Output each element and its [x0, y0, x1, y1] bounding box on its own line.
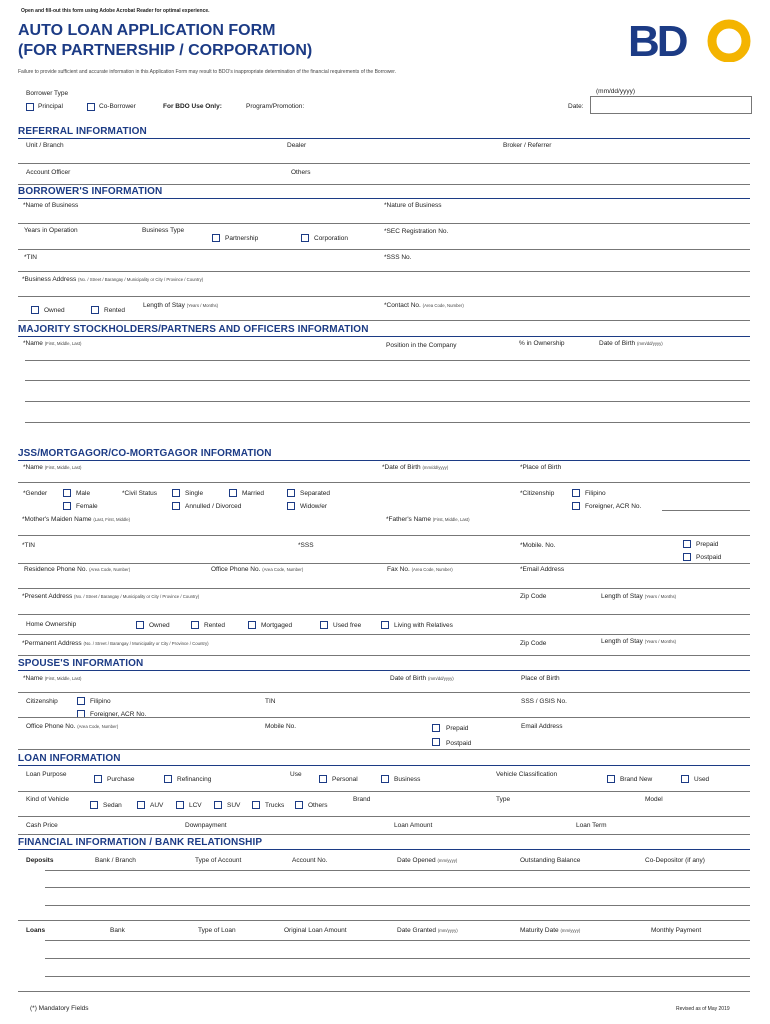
outstanding-label: Outstanding Balance	[520, 857, 581, 864]
separated-label: Separated	[300, 490, 330, 497]
contact-label: *Contact No. (Area Code, Number)	[384, 302, 464, 309]
zip-label: Zip Code	[520, 593, 547, 600]
filipino-label: Filipino	[585, 490, 606, 497]
annulled-checkbox[interactable]	[172, 502, 180, 510]
married-label: Married	[242, 490, 265, 497]
spouse-postpaid-label: Postpaid	[446, 740, 472, 747]
sedan-checkbox[interactable]	[90, 801, 98, 809]
single-checkbox[interactable]	[172, 489, 180, 497]
field-line[interactable]	[18, 184, 750, 185]
program-label: Program/Promotion:	[246, 103, 305, 110]
permanent-address-label: *Permanent Address (No. / Street / Barangay / Municipality or City / Province / Country)	[22, 640, 209, 647]
business-label: Business	[394, 776, 421, 783]
ownership-label: % in Ownership	[519, 340, 565, 347]
spouse-postpaid-checkbox[interactable]	[432, 738, 440, 746]
rented-label: Rented	[104, 307, 125, 314]
rented-label: Rented	[204, 622, 225, 629]
field-line[interactable]	[18, 749, 750, 750]
spouse-pob-label: Place of Birth	[521, 675, 560, 682]
borrower-type-label: Borrower Type	[26, 90, 69, 97]
rented-checkbox[interactable]	[191, 621, 199, 629]
used-checkbox[interactable]	[681, 775, 689, 783]
relatives-checkbox[interactable]	[381, 621, 389, 629]
bdo-logo	[628, 18, 752, 62]
lcv-checkbox[interactable]	[176, 801, 184, 809]
sedan-label: Sedan	[103, 802, 122, 809]
divider	[18, 849, 750, 850]
divider	[18, 138, 750, 139]
female-checkbox[interactable]	[63, 502, 71, 510]
account-no-label: Account No.	[292, 857, 328, 864]
field-line[interactable]	[45, 905, 750, 906]
field-line[interactable]	[18, 563, 750, 564]
field-line[interactable]	[18, 692, 750, 693]
others-checkbox[interactable]	[295, 801, 303, 809]
annulled-label: Annulled / Divorced	[185, 503, 242, 510]
foreigner-checkbox[interactable]	[572, 502, 580, 510]
bank-branch-label: Bank / Branch	[95, 857, 136, 864]
type-account-label: Type of Account	[195, 857, 242, 864]
purchase-label: Purchase	[107, 776, 135, 783]
foreigner-label: Foreigner, ACR No.	[585, 503, 642, 510]
office-phone-label: Office Phone No. (Area Code, Number)	[211, 566, 304, 573]
spouse-mobile-label: Mobile No.	[265, 723, 297, 730]
spouse-foreigner-label: Foreigner, ACR No.	[90, 711, 147, 718]
sec-label: *SEC Registration No.	[384, 228, 449, 235]
field-line[interactable]	[45, 887, 750, 888]
spouse-citizenship-label: Citizenship	[26, 698, 58, 705]
field-line[interactable]	[25, 380, 750, 381]
field-line[interactable]	[18, 249, 750, 250]
citizenship-label: *Citizenship	[520, 490, 555, 497]
used-label: Used	[694, 776, 710, 783]
field-line[interactable]	[45, 870, 750, 871]
address-label: *Business Address (No. / Street / Barangay / Municipality or City / Province / Country)	[22, 276, 204, 283]
single-label: Single	[185, 490, 204, 497]
monthly-label: Monthly Payment	[651, 927, 702, 934]
field-line[interactable]	[18, 791, 750, 792]
loan-purpose-label: Loan Purpose	[26, 771, 67, 778]
codepositor-label: Co-Depositor (if any)	[645, 857, 705, 864]
divider	[18, 460, 750, 461]
original-amount-label: Original Loan Amount	[284, 927, 347, 934]
downpayment-label: Downpayment	[185, 822, 227, 829]
jss-tin-label: *TIN	[22, 542, 35, 549]
gender-label: *Gender	[23, 490, 48, 497]
present-address-label: *Present Address (No. / Street / Barangay / Municipality or City / Province / Country)	[22, 593, 200, 600]
business-type-label: Business Type	[142, 227, 185, 234]
co-borrower-checkbox[interactable]	[87, 103, 95, 111]
spouse-filipino-checkbox[interactable]	[77, 697, 85, 705]
date-format-label: (mm/dd/yyyy)	[596, 88, 635, 95]
principal-label: Principal	[38, 103, 63, 110]
jss-mobile-label: *Mobile. No.	[520, 542, 556, 549]
owned-checkbox[interactable]	[31, 306, 39, 314]
type-label: Type	[496, 796, 511, 803]
widower-checkbox[interactable]	[287, 502, 295, 510]
page-title: AUTO LOAN APPLICATION FORM	[18, 22, 276, 39]
field-line[interactable]	[18, 320, 750, 321]
field-line[interactable]	[18, 271, 750, 272]
father-label: *Father's Name (First, Middle, Last)	[386, 516, 470, 523]
jss-sss-label: *SSS	[298, 542, 314, 549]
maturity-label: Maturity Date (mm/yyyy)	[520, 927, 581, 934]
stay-label: Length of Stay (Years / Months)	[601, 638, 677, 645]
owned-label: Owned	[149, 622, 170, 629]
res-phone-label: Residence Phone No. (Area Code, Number)	[24, 566, 131, 573]
male-label: Male	[76, 490, 91, 497]
refinancing-checkbox[interactable]	[164, 775, 172, 783]
stay-label: Length of Stay (Years / Months)	[601, 593, 677, 600]
type-loan-label: Type of Loan	[198, 927, 236, 934]
refinancing-label: Refinancing	[177, 776, 212, 783]
male-checkbox[interactable]	[63, 489, 71, 497]
section-spouse: SPOUSE'S INFORMATION	[18, 658, 144, 669]
date-field[interactable]	[590, 96, 752, 114]
revised-note: Revised as of May 2019	[676, 1006, 730, 1012]
position-label: Position in the Company	[386, 342, 457, 349]
section-loan: LOAN INFORMATION	[18, 753, 121, 764]
usedfree-label: Used free	[333, 622, 362, 629]
corporation-label: Corporation	[314, 235, 348, 242]
stock-name-label: *Name (First, Middle, Last)	[23, 340, 82, 347]
brand-label: Brand	[353, 796, 371, 803]
date-granted-label: Date Granted (mm/yyyy)	[397, 927, 458, 934]
sss-label: *SSS No.	[384, 254, 412, 261]
use-label: Use	[290, 771, 302, 778]
divider	[18, 336, 750, 337]
owned-label: Owned	[44, 307, 65, 314]
field-line[interactable]	[18, 920, 750, 921]
auv-checkbox[interactable]	[137, 801, 145, 809]
postpaid-checkbox[interactable]	[683, 553, 691, 561]
acr-field[interactable]	[662, 510, 750, 511]
svg-text:BD: BD	[628, 18, 686, 62]
filipino-checkbox[interactable]	[572, 489, 580, 497]
section-referral: REFERRAL INFORMATION	[18, 126, 147, 137]
field-line[interactable]	[18, 614, 750, 615]
others-label: Others	[291, 169, 311, 176]
field-line[interactable]	[45, 940, 750, 941]
usedfree-checkbox[interactable]	[320, 621, 328, 629]
field-line[interactable]	[25, 360, 750, 361]
spouse-office-label: Office Phone No. (Area Code, Number)	[26, 723, 119, 730]
partnership-label: Partnership	[225, 235, 259, 242]
spouse-dob-label: Date of Birth (mm/dd/yyyy)	[390, 675, 454, 682]
field-line[interactable]	[18, 535, 750, 536]
section-stockholders: MAJORITY STOCKHOLDERS/PARTNERS AND OFFICERS INFORMATION	[18, 324, 369, 335]
section-jss: JSS/MORTGAGOR/CO-MORTGAGOR INFORMATION	[18, 448, 272, 459]
prepaid-checkbox[interactable]	[683, 540, 691, 548]
divider	[18, 198, 750, 199]
field-line[interactable]	[18, 834, 750, 835]
field-line[interactable]	[45, 958, 750, 959]
jss-dob-label: *Date of Birth (mm/dd/yyyy)	[382, 464, 449, 471]
loans-label: Loans	[26, 927, 46, 934]
stock-dob-label: Date of Birth (mm/dd/yyyy)	[599, 340, 663, 347]
bank-label: Bank	[110, 927, 125, 934]
business-name-label: *Name of Business	[23, 202, 79, 209]
purchase-checkbox[interactable]	[94, 775, 102, 783]
loan-term-label: Loan Term	[576, 822, 607, 829]
field-line[interactable]	[18, 634, 750, 635]
others-label: Others	[308, 802, 328, 809]
trucks-checkbox[interactable]	[252, 801, 260, 809]
spouse-tin-label: TIN	[265, 698, 276, 705]
home-ownership-label: Home Ownership	[26, 621, 77, 628]
relatives-label: Living with Relatives	[394, 622, 453, 629]
dealer-label: Dealer	[287, 142, 307, 149]
field-line[interactable]	[18, 816, 750, 817]
field-line[interactable]	[18, 717, 750, 718]
field-line[interactable]	[25, 422, 750, 423]
jss-pob-label: *Place of Birth	[520, 464, 562, 471]
mortgaged-checkbox[interactable]	[248, 621, 256, 629]
page-subtitle: (FOR PARTNERSHIP / CORPORATION)	[18, 42, 313, 59]
kind-label: Kind of Vehicle	[26, 796, 70, 803]
deposits-label: Deposits	[26, 857, 54, 864]
prepaid-label: Prepaid	[696, 541, 719, 548]
section-financial: FINANCIAL INFORMATION / BANK RELATIONSHIP	[18, 837, 263, 848]
brandnew-label: Brand New	[620, 776, 653, 783]
field-line[interactable]	[18, 163, 750, 164]
date-opened-label: Date Opened (mm/yyyy)	[397, 857, 458, 864]
co-borrower-label: Co-Borrower	[99, 103, 136, 110]
field-line[interactable]	[18, 588, 750, 589]
bdo-use-label: For BDO Use Only:	[163, 103, 222, 110]
officer-label: Account Officer	[26, 169, 71, 176]
field-line[interactable]	[18, 991, 750, 992]
years-label: Years in Operation	[24, 227, 78, 234]
cash-price-label: Cash Price	[26, 822, 58, 829]
separated-checkbox[interactable]	[287, 489, 295, 497]
section-borrower: BORROWER'S INFORMATION	[18, 186, 163, 197]
field-line[interactable]	[18, 296, 750, 297]
jss-name-label: *Name (First, Middle, Last)	[23, 464, 82, 471]
personal-checkbox[interactable]	[319, 775, 327, 783]
spouse-filipino-label: Filipino	[90, 698, 111, 705]
vehicle-class-label: Vehicle Classification	[496, 771, 558, 778]
spouse-prepaid-label: Prepaid	[446, 725, 469, 732]
mortgaged-label: Mortgaged	[261, 622, 293, 629]
email-label: *Email Address	[520, 566, 565, 573]
stay-label: Length of Stay (Years / Months)	[143, 302, 219, 309]
field-line[interactable]	[18, 655, 750, 656]
form-note: Open and fill-out this form using Adobe Acrobat Reader for optimal experience.	[21, 8, 210, 14]
spouse-name-label: *Name (First, Middle, Last)	[23, 675, 82, 682]
personal-label: Personal	[332, 776, 358, 783]
mandatory-note: (*) Mandatory Fields	[30, 1005, 89, 1012]
field-line[interactable]	[45, 976, 750, 977]
unit-label: Unit / Branch	[26, 142, 64, 149]
divider	[18, 670, 750, 671]
spouse-prepaid-checkbox[interactable]	[432, 724, 440, 732]
loan-amount-label: Loan Amount	[394, 822, 433, 829]
civil-status-label: *Civil Status	[122, 490, 158, 497]
field-line[interactable]	[18, 223, 750, 224]
field-line[interactable]	[18, 482, 750, 483]
married-checkbox[interactable]	[229, 489, 237, 497]
divider	[18, 765, 750, 766]
tin-label: *TIN	[24, 254, 37, 261]
broker-label: Broker / Referrer	[503, 142, 552, 149]
postpaid-label: Postpaid	[696, 554, 722, 561]
spouse-email-label: Email Address	[521, 723, 563, 730]
brandnew-checkbox[interactable]	[607, 775, 615, 783]
rented-checkbox[interactable]	[91, 306, 99, 314]
widower-label: Widow/er	[300, 503, 328, 510]
corporation-checkbox[interactable]	[301, 234, 309, 242]
spouse-sss-label: SSS / GSIS No.	[521, 698, 567, 705]
field-line[interactable]	[25, 401, 750, 402]
business-checkbox[interactable]	[381, 775, 389, 783]
owned-checkbox[interactable]	[136, 621, 144, 629]
female-label: Female	[76, 503, 98, 510]
trucks-label: Trucks	[265, 802, 285, 809]
nature-label: *Nature of Business	[384, 202, 442, 209]
suv-checkbox[interactable]	[214, 801, 222, 809]
model-label: Model	[645, 796, 663, 803]
fax-label: Fax No. (Area Code, Number)	[387, 566, 453, 573]
principal-checkbox[interactable]	[26, 103, 34, 111]
auv-label: AUV	[150, 802, 164, 809]
date-label: Date:	[568, 103, 584, 110]
partnership-checkbox[interactable]	[212, 234, 220, 242]
suv-label: SUV	[227, 802, 241, 809]
mother-label: *Mother's Maiden Name (Last, First, Middle)	[22, 516, 131, 523]
disclaimer: Failure to provide sufficient and accurate information in this Application Form may result to BDO's inappropriate determination of the financial requirements of the Borrower.	[18, 69, 396, 75]
zip-label: Zip Code	[520, 640, 547, 647]
lcv-label: LCV	[189, 802, 202, 809]
